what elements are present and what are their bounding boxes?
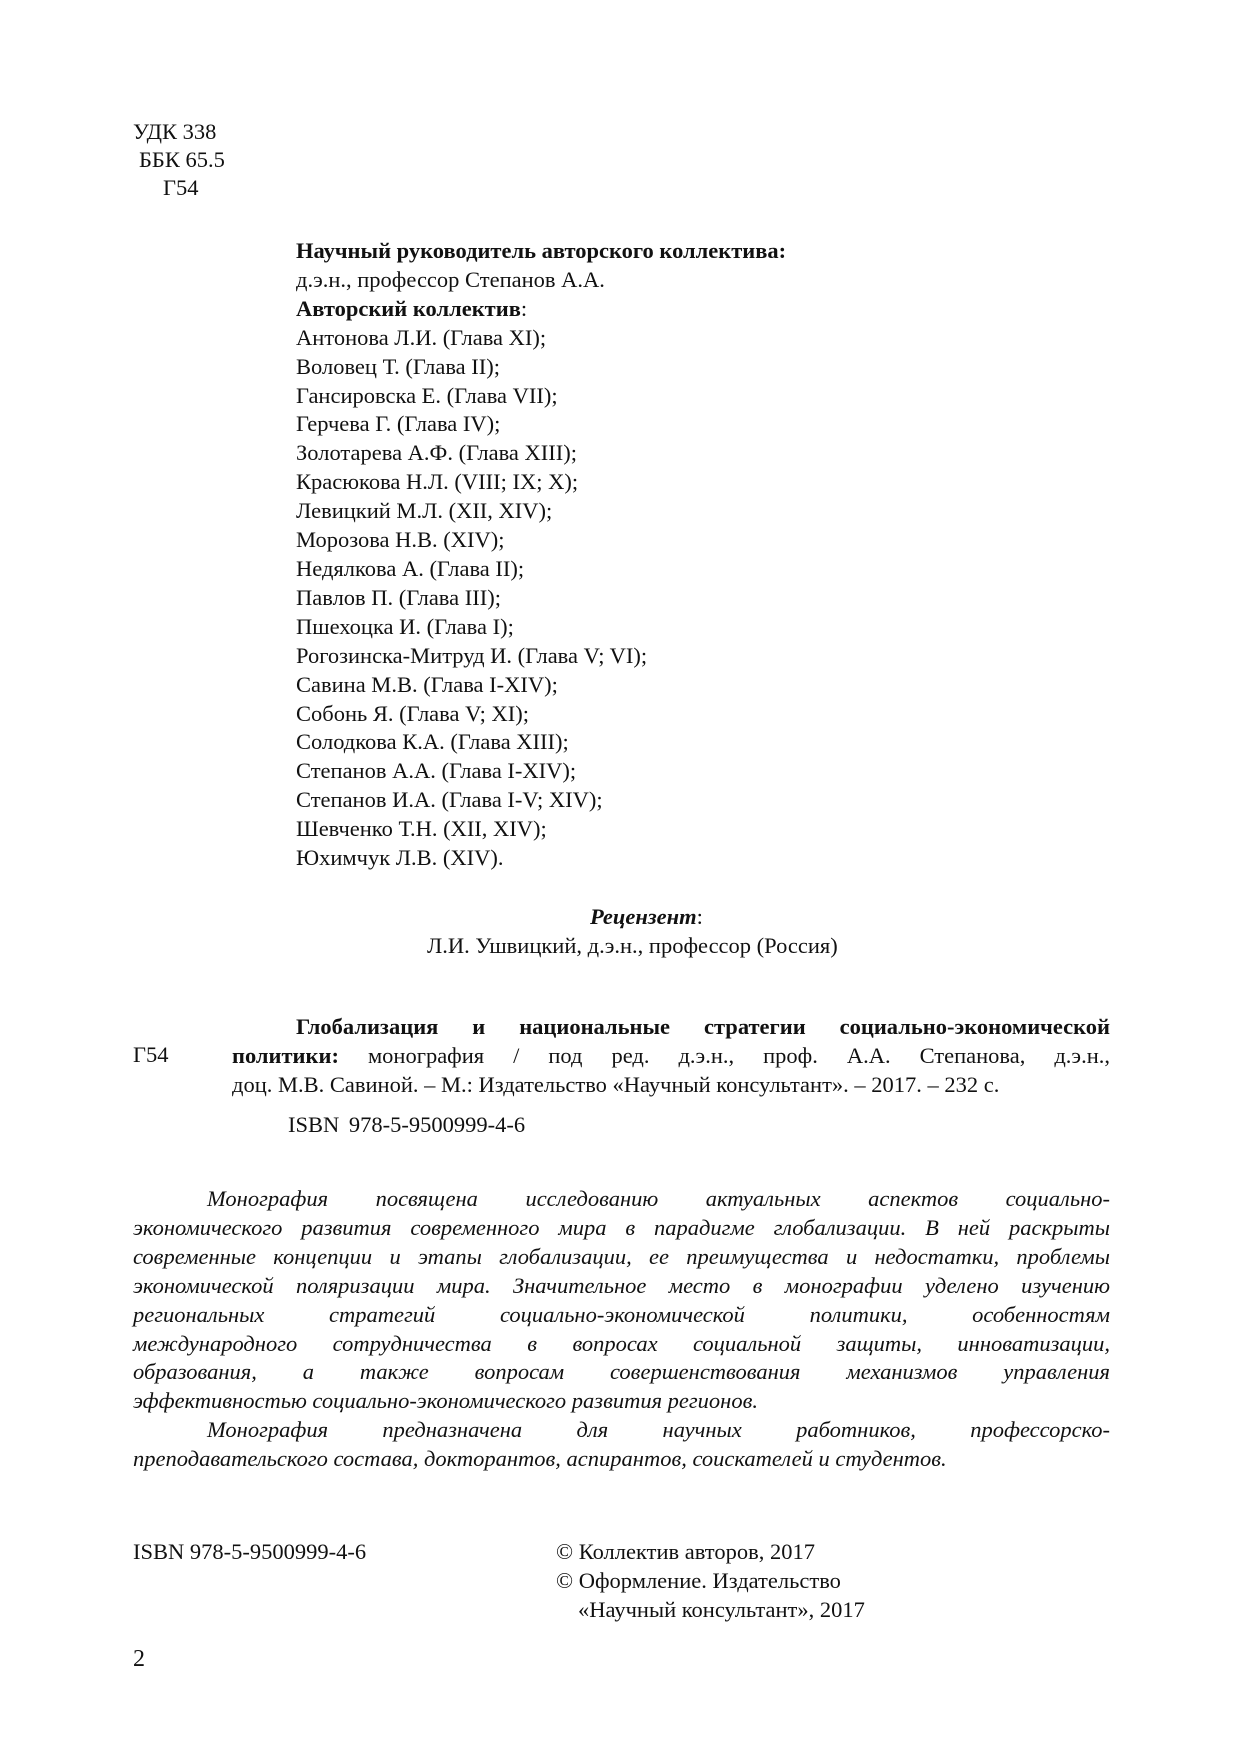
- book-title-line: Глобализация и национальные стратегии социально-экономической: [296, 1014, 1110, 1039]
- collective-colon: :: [520, 295, 528, 321]
- supervisor-label: Научный руководитель авторского коллектива:: [296, 238, 787, 263]
- abstract-line: эффективностью социально-экономического развития регионов.: [133, 1388, 758, 1414]
- abstract-line: современные концепции и этапы глобализации, ее преимущества и недостатки, проблемы: [133, 1243, 1110, 1269]
- reviewer-colon: :: [696, 904, 703, 929]
- author-list-item: Морозова Н.В. (XIV);: [296, 527, 505, 553]
- isbn-main: ISBN 978-5-9500999-4-6: [288, 1112, 526, 1137]
- book-title-line-2: [232, 1041, 1110, 1070]
- book-title-end: политики:: [232, 1043, 339, 1068]
- author-list-item: Солодкова К.А. (Глава XIII);: [296, 729, 569, 755]
- author-list-item: Воловец Т. (Глава II);: [296, 353, 501, 379]
- supervisor-name: д.э.н., профессор Степанов А.А.: [296, 266, 605, 292]
- abstract-line: Монография предназначена для научных работников, профессорско-: [207, 1417, 1110, 1443]
- author-list-item: Герчева Г. (Глава IV);: [296, 411, 501, 437]
- abstract: [133, 1185, 1110, 1474]
- page-number: 2: [133, 1646, 145, 1672]
- author-list-item: Золотарева А.Ф. (Глава XIII);: [296, 440, 578, 466]
- author-list-item: Пшехоцка И. (Глава I);: [296, 613, 514, 639]
- abstract-line: региональных стратегий социально-экономической политики, особенностям: [133, 1301, 1110, 1327]
- author-list-item: Собонь Я. (Глава V; XI);: [296, 700, 530, 726]
- abstract-line: экономического развития современного мира в парадигме глобализации. В ней раскрыты: [133, 1214, 1110, 1240]
- author-list-item: Антонова Л.И. (Глава XI);: [296, 324, 547, 350]
- abstract-line: образования, а также вопросам совершенствования механизмов управления: [133, 1359, 1110, 1385]
- classification-block: [133, 118, 225, 202]
- book-imprint: доц. М.В. Савиной. – М.: Издательство «Научный консультант». – 2017. – 232 с.: [232, 1072, 1000, 1097]
- author-list-item: Рогозинска-Митруд И. (Глава V; VI);: [296, 642, 648, 668]
- bbk-code: ББК 65.5: [139, 147, 225, 172]
- abstract-line: преподавательского состава, докторантов, аспирантов, соискателей и студентов.: [133, 1446, 947, 1472]
- authors-block: [296, 237, 786, 873]
- book-editors: монография / под ред. д.э.н., проф. А.А. Степанова, д.э.н.,: [338, 1043, 1110, 1068]
- author-list-item: Недялкова А. (Глава II);: [296, 555, 525, 581]
- bib-author-mark: Г54: [133, 1042, 169, 1067]
- copyright-design: © Оформление. Издательство: [556, 1568, 841, 1593]
- author-list-item: Павлов П. (Глава III);: [296, 584, 501, 610]
- abstract-line: Монография посвящена исследованию актуальных аспектов социально-: [207, 1186, 1110, 1211]
- abstract-line: международного сотрудничества в вопросах социальной защиты, инноватизации,: [133, 1330, 1110, 1356]
- author-list-item: Левицкий М.Л. (XII, XIV);: [296, 498, 553, 524]
- author-list-item: Степанов А.А. (Глава I-XIV);: [296, 758, 577, 784]
- author-list-item: Юхимчук Л.В. (XIV).: [296, 845, 504, 871]
- bibliographic-description: [232, 1012, 1110, 1099]
- author-list-item: Красюкова Н.Л. (VIII; IX; X);: [296, 469, 579, 495]
- abstract-line: экономической поляризации мира. Значительное место в монографии уделено изучению: [133, 1272, 1110, 1298]
- copyright-block: [556, 1537, 865, 1624]
- copyright-authors: © Коллектив авторов, 2017: [556, 1539, 815, 1564]
- isbn-footer: ISBN 978-5-9500999-4-6: [133, 1539, 367, 1564]
- copyright-publisher: «Научный консультант», 2017: [578, 1597, 865, 1622]
- reviewer-heading: [590, 902, 703, 931]
- collective-heading: [296, 295, 786, 324]
- author-mark: Г54: [163, 175, 199, 200]
- author-list-item: Степанов И.А. (Глава I-V; XIV);: [296, 787, 603, 813]
- collective-label: Авторский коллектив: [296, 295, 521, 321]
- udk-code: УДК 338: [133, 119, 217, 144]
- reviewer-label: Рецензент: [590, 904, 697, 929]
- author-list-item: Савина М.В. (Глава I-XIV);: [296, 671, 558, 697]
- author-list-item: Шевченко Т.Н. (XII, XIV);: [296, 816, 547, 842]
- reviewer-name: Л.И. Ушвицкий, д.э.н., профессор (Россия): [427, 933, 838, 958]
- author-list-item: Гансировска Е. (Глава VII);: [296, 382, 558, 408]
